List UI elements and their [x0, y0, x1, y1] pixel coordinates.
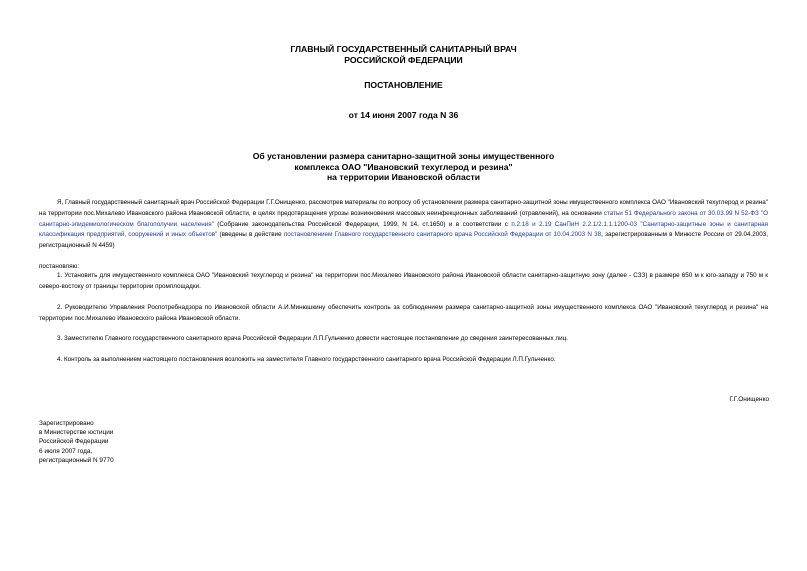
preamble — [39, 198, 768, 252]
registration-block — [39, 419, 114, 465]
item-1: 1. Установить для имущественного комплекса ОАО "Ивановский техуглерод и резина" на территории пос.Михалево Ивановского района Ивановской области санитарно-защитную зону (далее - СЗЗ) в размере 650 м к юго-западу и 750 м к северо-востоку от границы территории промплощадки. — [39, 272, 768, 290]
doc-title — [0, 151, 807, 183]
registration-line-2: в Министерстве юстиции — [39, 429, 114, 437]
registration-line-4: 6 июля 2007 года, — [39, 447, 93, 455]
doc-date-number: от 14 июня 2007 года N 36 — [348, 110, 459, 120]
preamble-text-2: (Собрание законодательства Российской Федерации, 1999, N 14, ст.1650) и в соответствии с — [213, 220, 512, 228]
authority-line-1: ГЛАВНЫЙ ГОСУДАРСТВЕННЫЙ САНИТАРНЫЙ ВРАЧ — [290, 44, 517, 54]
resolution-link[interactable]: постановлением Главного государственного санитарного врача Российской Федерации от 10.04.2003 N 38 — [283, 231, 602, 239]
doc-type: ПОСТАНОВЛЕНИЕ — [364, 80, 443, 90]
title-line-2: комплекса ОАО "Ивановский техуглерод и резина" — [294, 161, 513, 172]
registration-line-5: регистрационный N 9770 — [39, 456, 114, 464]
sanpin-link[interactable]: п.2.18 и 2.19 СанПиН 2.2.1/2.1.1.1200-03 "Санитарно-защитные зоны и санитарная классификация предприятий, сооружений и иных объектов" — [39, 220, 768, 239]
authority-line-2: РОССИЙСКОЙ ФЕДЕРАЦИИ — [344, 54, 463, 65]
header-authority — [0, 44, 807, 65]
decree-word: постановляю: — [39, 263, 80, 270]
item-3: 3. Заместителю Главного государственного санитарного врача Российской Федерации Л.П.Гульченко довести настоящее постановление до сведения заинтересованных лиц. — [57, 335, 568, 342]
preamble-text-4: , зарегистрированным в Минюсте России от 29.04.2003, регистрационный N 4459) — [39, 231, 768, 250]
registration-line-1: Зарегистрировано — [39, 420, 94, 427]
preamble-text-1: Я, Главный государственный санитарный врач Российской Федерации Г.Г.Онищенко, рассмотрев материалы по вопросу об установлении размера санитарно-защитной зоны имущественного комплекса ОАО "Ивановский техуглерод и резина" на территории пос.Михалево Ивановского района Ивановской области, в целях предотвращения угрозы возникновения массовых неинфекционных заболеваний (отравлений), на основании — [39, 199, 768, 217]
law-link[interactable]: статьи 51 Федерального закона от 30.03.99 N 52-ФЗ "О санитарно-эпидемиологическом благополучии населения" — [39, 209, 768, 228]
item-2: 2. Руководителю Управления Роспотребнадзора по Ивановской области А.И.Минюшкину обеспечить контроль за соблюдением размера санитарно-защитной зоны имущественного комплекса ОАО "Ивановский техуглерод и резина" на территории пос.Михалево Ивановского района Ивановской области. — [39, 304, 768, 322]
registration-line-3: Российской Федерации — [39, 438, 109, 446]
preamble-text-3: (введены в действие — [217, 231, 284, 239]
title-line-1: Об установлении размера санитарно-защитной зоны имущественного — [252, 151, 555, 161]
signature: Г.Г.Онищенко — [729, 396, 769, 403]
item-4: 4. Контроль за выполнением настоящего постановления возложить на заместителя Главного государственного санитарного врача Российской Федерации Л.П.Гульченко. — [57, 356, 556, 363]
title-line-3: на территории Ивановской области — [326, 172, 481, 182]
